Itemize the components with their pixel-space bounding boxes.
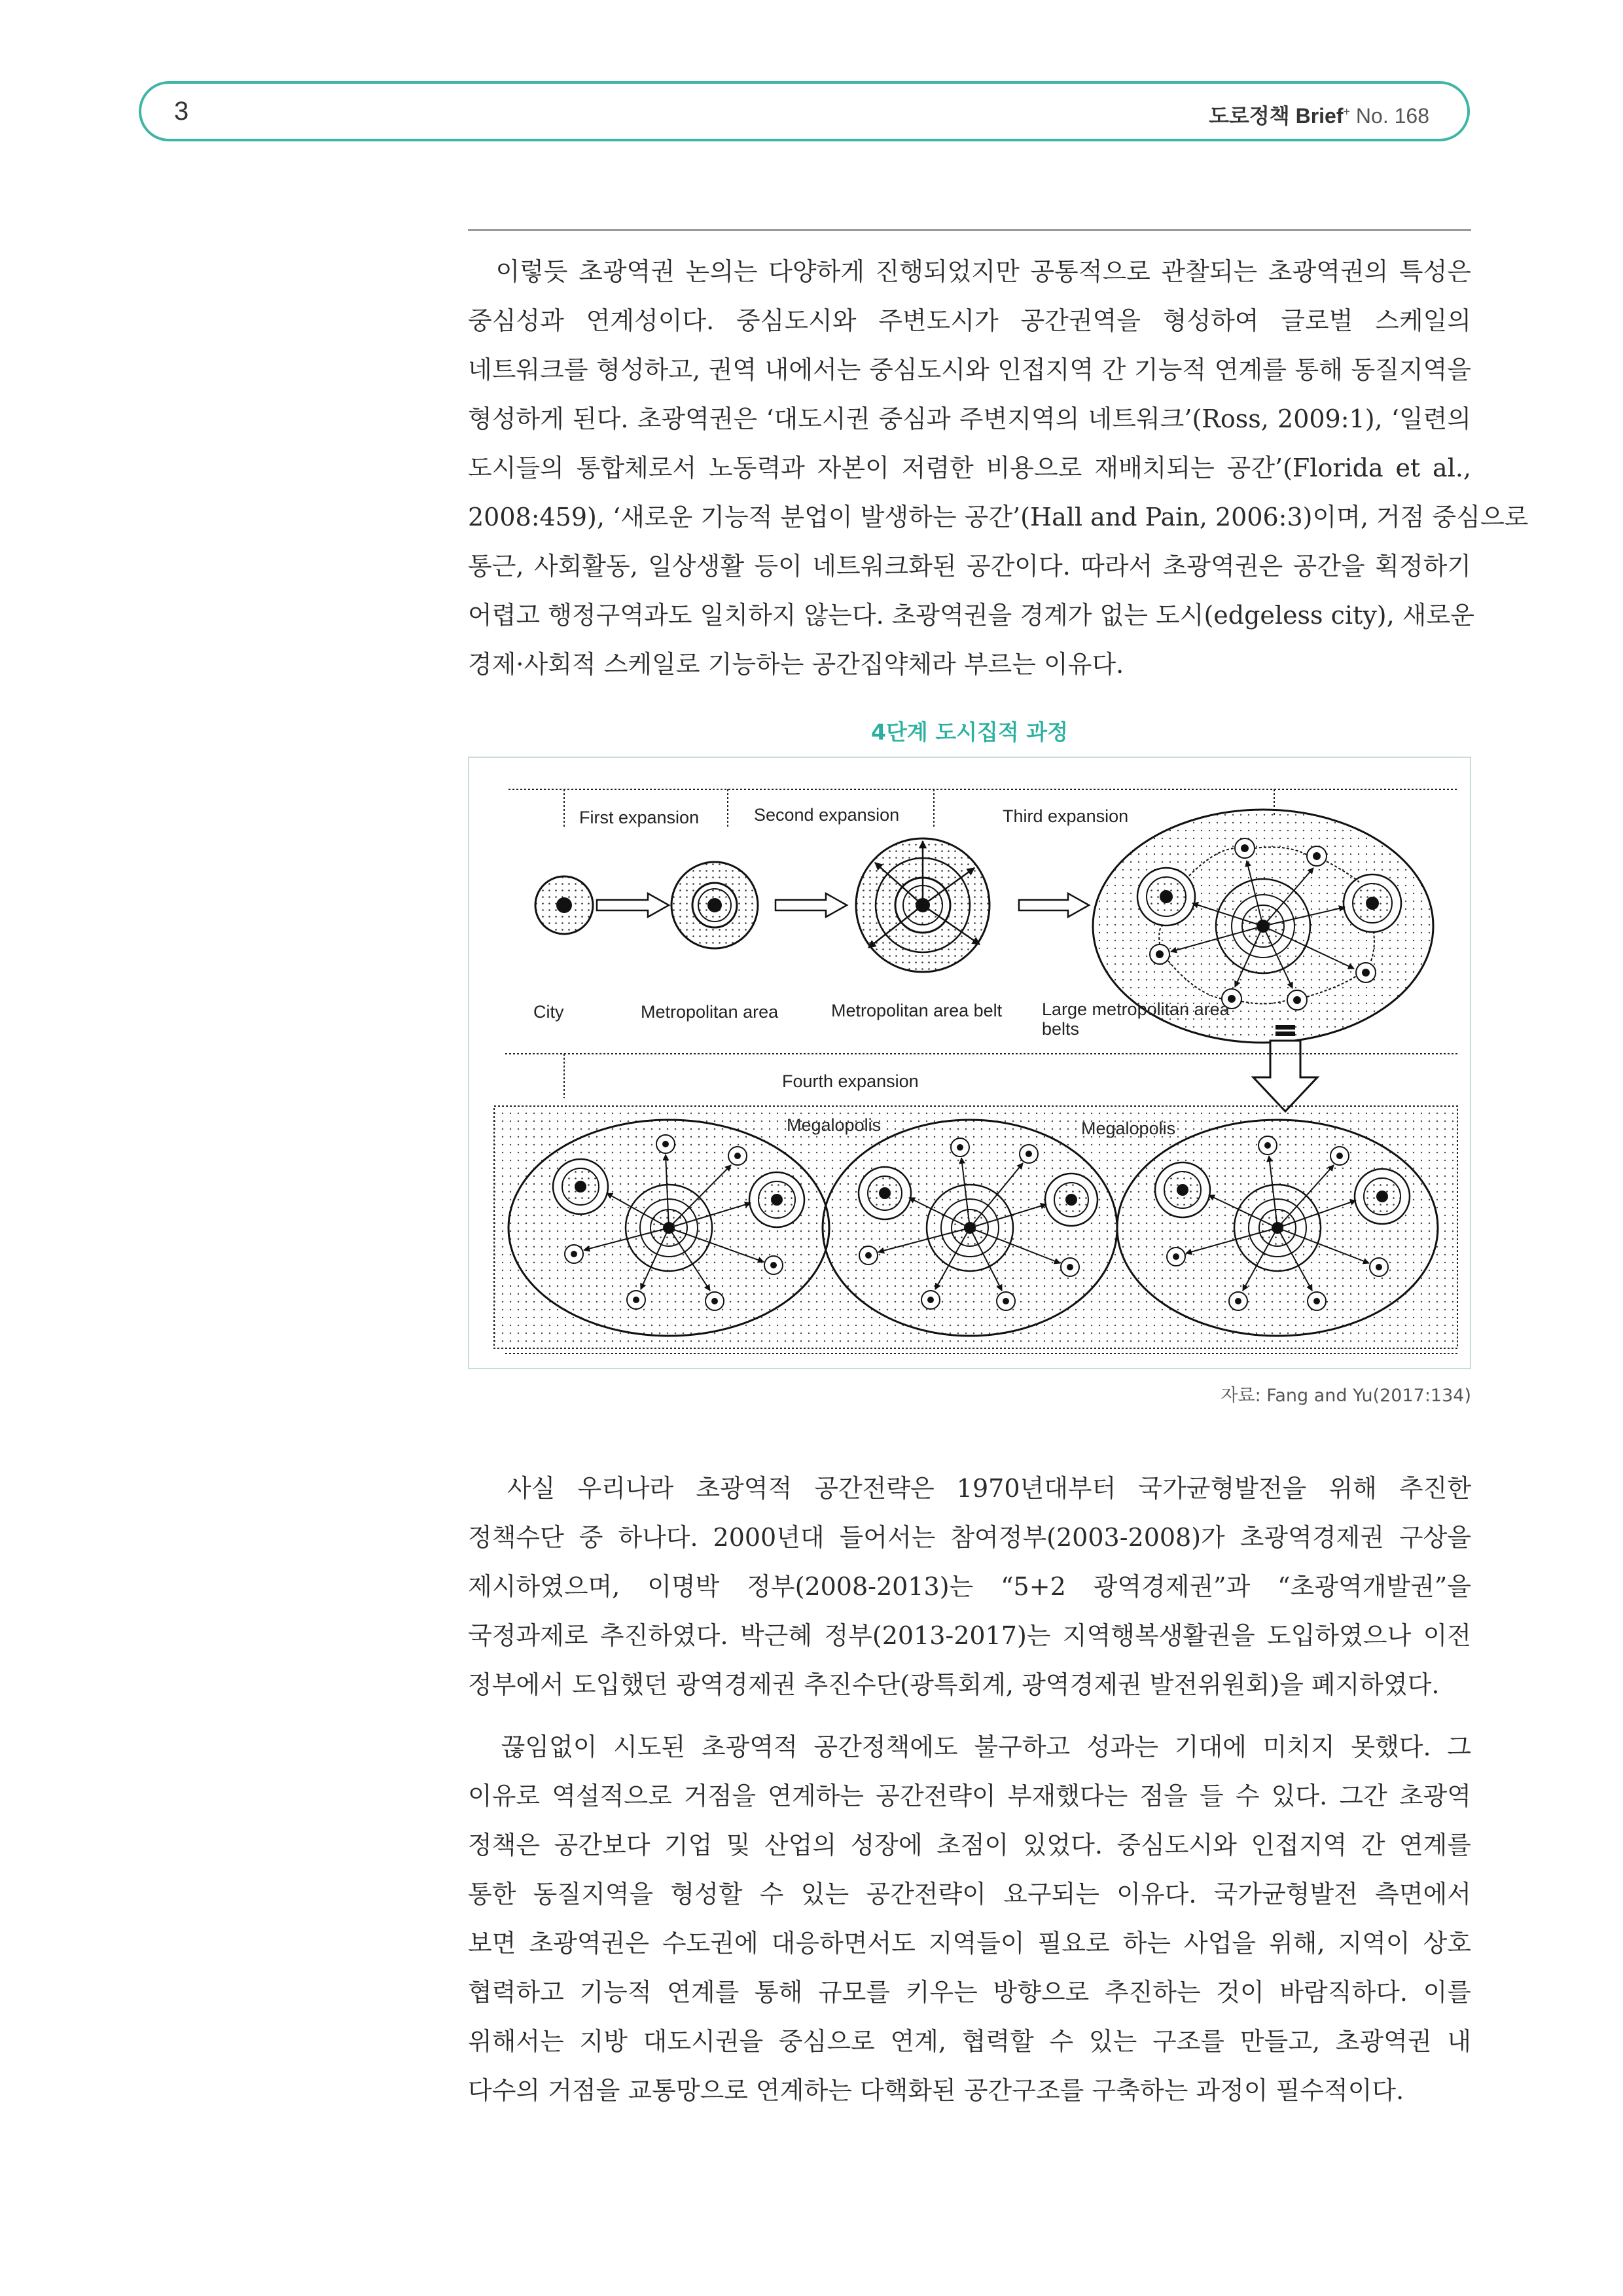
figure-title: 4단계 도시집적 과정	[871, 719, 1068, 745]
megalopolis-label-2: Megalopolis	[1081, 1119, 1176, 1138]
megalopolis-cluster-1	[508, 1120, 829, 1336]
area-label-large-metro: Large metropolitan area	[1042, 999, 1230, 1019]
publication-superscript: +	[1343, 105, 1351, 118]
top-rule	[468, 229, 1471, 231]
stage-label-second: Second expansion	[754, 805, 900, 825]
area-label-metro-belt: Metropolitan area belt	[831, 1001, 1003, 1020]
text-line: 네트워크를 형성하고, 권역 내에서는 중심도시와 인접지역 간 기능적 연계를 통해 동질지역을	[468, 355, 1471, 384]
figure-diagram	[468, 757, 1471, 1369]
page-number: 3	[174, 97, 189, 126]
area-label-metro: Metropolitan area	[641, 1002, 779, 1022]
text-line: 위해서는 지방 대도시권을 중심으로 연계, 협력할 수 있는 구조를 만들고, 초광역권 내	[468, 2027, 1471, 2056]
issue-number: No. 168	[1355, 104, 1429, 128]
text-line: 이렇듯 초광역권 논의는 다양하게 진행되었지만 공통적으로 관찰되는 초광역권의 특성은	[468, 257, 1471, 286]
publication-title	[1209, 99, 1429, 130]
area-label-belts: belts	[1042, 1019, 1080, 1039]
text-line: 끊임없이 시도된 초광역적 공간정책에도 불구하고 성과는 기대에 미치지 못했다. 그	[468, 1732, 1471, 1761]
page-header	[139, 81, 1470, 141]
text-line: 사실 우리나라 초광역적 공간전략은 1970년대부터 국가균형발전을 위해 추진한	[468, 1474, 1471, 1503]
text-line: 이유로 역설적으로 거점을 연계하는 공간전략이 부재했다는 점을 들 수 있다. 그간 초광역	[468, 1782, 1471, 1810]
area-label-city: City	[533, 1002, 564, 1022]
text-line: 제시하였으며, 이명박 정부(2008-2013)는 “5+2 광역경제권”과 “초광역개발권”을	[468, 1572, 1471, 1601]
megalopolis-label-1: Megalopolis	[787, 1115, 882, 1135]
urban-agglomeration-diagram	[469, 758, 1470, 1368]
text-line: 정책은 공간보다 기업 및 산업의 성장에 초점이 있었다. 중심도시와 인접지역 간 연계를	[468, 1831, 1471, 1859]
figure-source: 자료: Fang and Yu(2017:134)	[1221, 1386, 1471, 1406]
stage-label-first: First expansion	[579, 808, 700, 827]
text-line: 통근, 사회활동, 일상생활 등이 네트워크화된 공간이다. 따라서 초광역권은 공간을 획정하기	[468, 552, 1471, 581]
text-line: 형성하게 된다. 초광역권은 ‘대도시권 중심과 주변지역의 네트워크’(Ross, 2009:1), ‘일련의	[468, 404, 1471, 433]
text-line: 보면 초광역권은 수도권에 대응하면서도 지역들이 필요로 하는 사업을 위해, 지역이 상호	[468, 1929, 1471, 1958]
stage-label-fourth: Fourth expansion	[782, 1071, 919, 1091]
text-line: 다수의 거점을 교통망으로 연계하는 다핵화된 공간구조를 구축하는 과정이 필수적이다.	[468, 2076, 1404, 2105]
text-line: 경제·사회적 스케일로 기능하는 공간집약체라 부르는 이유다.	[468, 650, 1124, 679]
paragraph-2	[468, 1464, 1471, 1710]
text-line: 정부에서 도입했던 광역경제권 추진수단(광특회계, 광역경제권 발전위원회)을 폐지하였다.	[468, 1670, 1440, 1699]
text-line: 국정과제로 추진하였다. 박근혜 정부(2013-2017)는 지역행복생활권을 도입하였으나 이전	[468, 1621, 1471, 1650]
text-line: 정책수단 중 하나다. 2000년대 들어서는 참여정부(2003-2008)가 초광역경제권 구상을	[468, 1523, 1471, 1552]
megalopolis-cluster-2	[823, 1120, 1117, 1336]
publication-name: 도로정책 Brief	[1209, 104, 1344, 128]
text-line: 도시들의 통합체로서 노동력과 자본이 저렴한 비용으로 재배치되는 공간’(Florida et al.,	[468, 454, 1471, 482]
stage-label-third: Third expansion	[1003, 806, 1129, 826]
text-line: 2008:459), ‘새로운 기능적 분업이 발생하는 공간’(Hall and Pain, 2006:3)이며, 거점 중심으로	[468, 503, 1529, 531]
text-line: 협력하고 기능적 연계를 통해 규모를 키우는 방향으로 추진하는 것이 바람직하다. 이를	[468, 1978, 1471, 2007]
paragraph-1	[468, 247, 1529, 689]
text-line: 어렵고 행정구역과도 일치하지 않는다. 초광역권을 경계가 없는 도시(edgeless city), 새로운	[468, 601, 1474, 630]
text-line: 통한 동질지역을 형성할 수 있는 공간전략이 요구되는 이유다. 국가균형발전 측면에서	[468, 1880, 1471, 1909]
megalopolis-cluster-3	[1117, 1120, 1438, 1336]
text-line: 중심성과 연계성이다. 중심도시와 주변도시가 공간권역을 형성하여 글로벌 스케일의	[468, 306, 1471, 335]
paragraph-3	[468, 1723, 1471, 2115]
